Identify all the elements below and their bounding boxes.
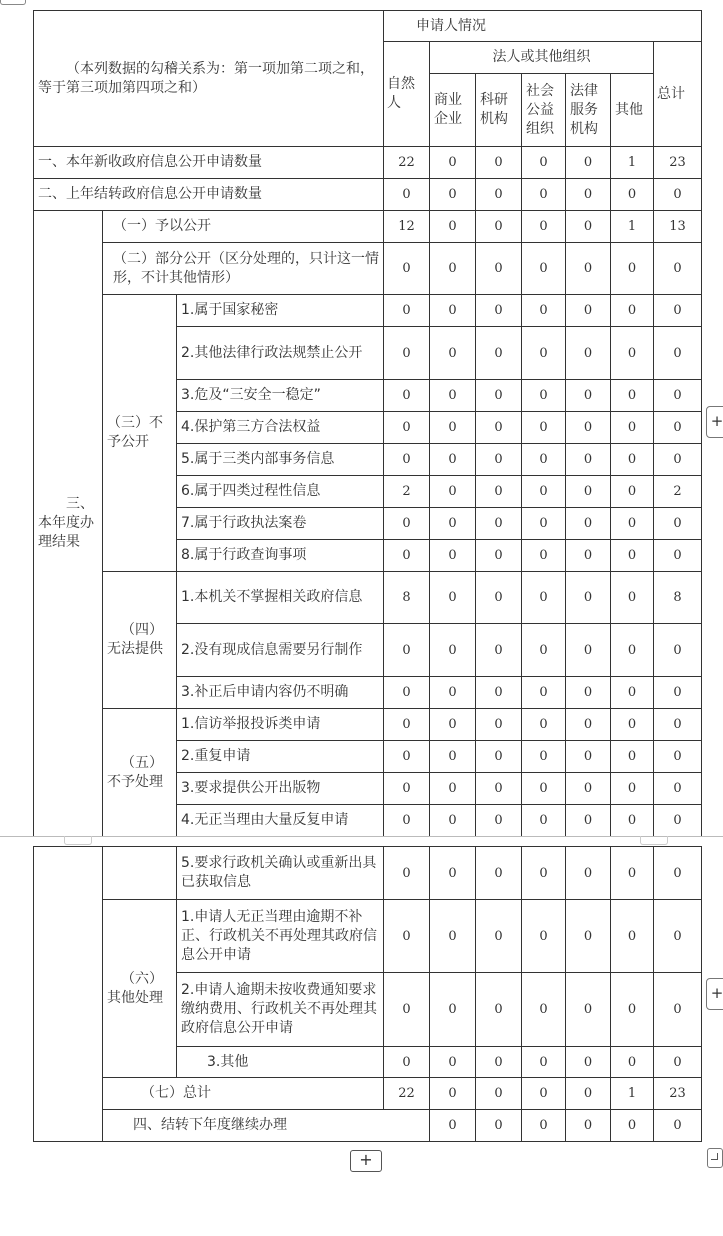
cell: 0 <box>476 1110 522 1142</box>
row-label: 2.没有现成信息需要另行制作 <box>177 624 384 677</box>
row-label: （七）总计 <box>103 1078 384 1110</box>
page-break-band <box>0 836 723 845</box>
row-label: 1.本机关不掌握相关政府信息 <box>177 572 384 624</box>
cell: 0 <box>430 900 476 973</box>
group-label-g3: （三）不予公开 <box>103 295 177 572</box>
cell: 0 <box>611 412 654 444</box>
cell: 0 <box>522 444 566 476</box>
stats-table-part-2 <box>33 846 702 1142</box>
table-row <box>34 572 702 624</box>
cell: 0 <box>384 624 430 677</box>
cell: 0 <box>476 900 522 973</box>
cell: 0 <box>566 677 611 709</box>
cell: 0 <box>476 147 522 179</box>
header-commercial: 商业企业 <box>430 74 476 147</box>
cell: 0 <box>430 805 476 837</box>
cell: 2 <box>654 476 702 508</box>
cell: 13 <box>654 211 702 243</box>
cell: 0 <box>654 179 702 211</box>
group-5-continuation <box>103 847 177 900</box>
table-row <box>34 900 702 973</box>
cell: 0 <box>522 412 566 444</box>
cell: 0 <box>522 1078 566 1110</box>
cell: 0 <box>430 709 476 741</box>
cell: 0 <box>611 476 654 508</box>
cell: 0 <box>430 508 476 540</box>
cell: 23 <box>654 1078 702 1110</box>
cell: 0 <box>522 973 566 1047</box>
cell: 0 <box>566 327 611 380</box>
table-row <box>34 211 702 243</box>
cell: 0 <box>430 476 476 508</box>
row-label: 一、本年新收政府信息公开申请数量 <box>34 147 384 179</box>
cell: 0 <box>522 1047 566 1078</box>
cell: 0 <box>384 847 430 900</box>
cell: 22 <box>384 147 430 179</box>
cell: 0 <box>654 295 702 327</box>
group-3-label: 三、本年度办理结果 <box>34 211 103 837</box>
cell: 23 <box>654 147 702 179</box>
header-legal-group: 法人或其他组织 <box>430 42 654 74</box>
cell: 0 <box>611 900 654 973</box>
cell: 0 <box>384 677 430 709</box>
cell: 0 <box>476 709 522 741</box>
cell: 0 <box>476 476 522 508</box>
group-label-g6: （六）其他处理 <box>103 900 177 1078</box>
table-row <box>34 295 702 327</box>
cell: 0 <box>566 1078 611 1110</box>
cell: 0 <box>566 444 611 476</box>
cell: 0 <box>476 1047 522 1078</box>
table-row <box>34 1110 702 1142</box>
cell: 0 <box>430 677 476 709</box>
cell: 0 <box>522 540 566 572</box>
cell: 0 <box>430 295 476 327</box>
cell: 0 <box>476 327 522 380</box>
table-row <box>34 243 702 295</box>
cell: 0 <box>476 211 522 243</box>
cell: 0 <box>654 624 702 677</box>
table-row <box>34 179 702 211</box>
cell: 0 <box>430 1047 476 1078</box>
cell: 22 <box>384 1078 430 1110</box>
cell: 0 <box>430 540 476 572</box>
cell: 0 <box>522 476 566 508</box>
cell: 0 <box>384 444 430 476</box>
group-label-g4: （四）无法提供 <box>103 572 177 709</box>
cell: 0 <box>430 741 476 773</box>
cell: 0 <box>611 709 654 741</box>
cell: 0 <box>430 243 476 295</box>
cell: 0 <box>430 327 476 380</box>
cell: 0 <box>476 295 522 327</box>
cell: 12 <box>384 211 430 243</box>
cell: 0 <box>384 741 430 773</box>
cell: 0 <box>611 1110 654 1142</box>
cell: 0 <box>566 900 611 973</box>
cell: 0 <box>476 243 522 295</box>
resize-corner-icon[interactable] <box>707 1148 723 1168</box>
cell: 1 <box>611 1078 654 1110</box>
cell: 0 <box>654 327 702 380</box>
cell: 0 <box>566 709 611 741</box>
cell: 0 <box>476 572 522 624</box>
cell: 0 <box>476 847 522 900</box>
cell: 0 <box>384 973 430 1047</box>
cell: 1 <box>611 147 654 179</box>
cell: 0 <box>654 540 702 572</box>
cell: 0 <box>611 973 654 1047</box>
cell: 0 <box>566 295 611 327</box>
cell: 0 <box>522 900 566 973</box>
cell: 0 <box>384 327 430 380</box>
cell: 0 <box>654 805 702 837</box>
cell: 0 <box>654 741 702 773</box>
row-label: 3.要求提供公开出版物 <box>177 773 384 805</box>
cell: 0 <box>384 243 430 295</box>
cell: 0 <box>611 295 654 327</box>
cell: 0 <box>476 179 522 211</box>
cell: 0 <box>430 572 476 624</box>
cell: 0 <box>384 1047 430 1078</box>
cell: 0 <box>430 973 476 1047</box>
table-row <box>34 709 702 741</box>
cell: 0 <box>476 773 522 805</box>
cell: 0 <box>430 380 476 412</box>
header-natural-person: 自然人 <box>384 42 430 147</box>
cell: 0 <box>522 805 566 837</box>
cell: 0 <box>611 805 654 837</box>
row-label: 3.危及“三安全一稳定” <box>177 380 384 412</box>
cell: 0 <box>654 1047 702 1078</box>
cell: 0 <box>522 295 566 327</box>
row-label: 四、结转下年度继续办理 <box>103 1110 430 1142</box>
cell: 0 <box>566 540 611 572</box>
cell: 0 <box>430 179 476 211</box>
cell: 0 <box>430 1078 476 1110</box>
cell: 0 <box>566 508 611 540</box>
cell: 0 <box>654 444 702 476</box>
group-label-g5: （五）不予处理 <box>103 709 177 837</box>
cell: 0 <box>522 741 566 773</box>
cell: 0 <box>430 147 476 179</box>
cell: 0 <box>654 508 702 540</box>
cell: 0 <box>566 624 611 677</box>
cell: 0 <box>654 900 702 973</box>
cell: 0 <box>430 624 476 677</box>
cell: 0 <box>566 805 611 837</box>
cell: 0 <box>654 380 702 412</box>
row-label: 7.属于行政执法案卷 <box>177 508 384 540</box>
cell: 0 <box>430 773 476 805</box>
cell: 2 <box>384 476 430 508</box>
cell: 0 <box>476 624 522 677</box>
cell: 0 <box>611 572 654 624</box>
row-label: （二）部分公开（区分处理的，只计这一情形，不计其他情形） <box>103 243 384 295</box>
cell: 0 <box>476 412 522 444</box>
cell: 0 <box>384 709 430 741</box>
cell: 0 <box>522 327 566 380</box>
header-total: 总计 <box>654 42 702 147</box>
cell: 0 <box>522 1110 566 1142</box>
row-label: 二、上年结转政府信息公开申请数量 <box>34 179 384 211</box>
cell: 0 <box>566 412 611 444</box>
cell: 0 <box>566 380 611 412</box>
cell: 0 <box>522 380 566 412</box>
cell: 0 <box>522 624 566 677</box>
cell: 0 <box>476 1078 522 1110</box>
cell: 1 <box>611 211 654 243</box>
cell: 0 <box>430 847 476 900</box>
cell: 0 <box>430 412 476 444</box>
cell: 0 <box>566 847 611 900</box>
row-label: 3.补正后申请内容仍不明确 <box>177 677 384 709</box>
cell: 0 <box>611 380 654 412</box>
cell: 0 <box>654 709 702 741</box>
table-row <box>34 847 702 900</box>
cell: 0 <box>522 709 566 741</box>
row-label: 5.属于三类内部事务信息 <box>177 444 384 476</box>
cell: 0 <box>654 847 702 900</box>
cell: 0 <box>430 211 476 243</box>
add-row-button[interactable]: + <box>350 1150 382 1172</box>
cell: 0 <box>522 243 566 295</box>
cell: 0 <box>611 327 654 380</box>
cell: 0 <box>611 741 654 773</box>
row-label: 2.其他法律行政法规禁止公开 <box>177 327 384 380</box>
stats-table-part-1 <box>33 10 702 837</box>
cell: 0 <box>654 677 702 709</box>
cell: 0 <box>522 847 566 900</box>
cell: 0 <box>522 211 566 243</box>
cell: 0 <box>611 540 654 572</box>
top-collapse-tab[interactable] <box>0 0 26 5</box>
cell: 0 <box>384 805 430 837</box>
cell: 0 <box>566 476 611 508</box>
cell: 0 <box>654 412 702 444</box>
cell: 0 <box>566 973 611 1047</box>
cell: 0 <box>566 773 611 805</box>
cell: 0 <box>566 211 611 243</box>
row-label: 2.重复申请 <box>177 741 384 773</box>
cell: 0 <box>566 572 611 624</box>
row-label: 3.其他 <box>177 1047 384 1078</box>
cell: 0 <box>566 179 611 211</box>
cell: 0 <box>654 773 702 805</box>
cell: 0 <box>654 1110 702 1142</box>
cell: 0 <box>611 508 654 540</box>
cell: 0 <box>384 295 430 327</box>
page-break-grip-right[interactable] <box>640 836 668 845</box>
cell: 0 <box>611 677 654 709</box>
row-label: 1.属于国家秘密 <box>177 295 384 327</box>
cell: 0 <box>384 380 430 412</box>
cell: 0 <box>611 847 654 900</box>
cell: 0 <box>430 444 476 476</box>
row-label: 8.属于行政查询事项 <box>177 540 384 572</box>
cell: 0 <box>522 147 566 179</box>
cell: 0 <box>654 243 702 295</box>
table-row <box>34 1078 702 1110</box>
cell: 0 <box>566 741 611 773</box>
cell: 0 <box>522 677 566 709</box>
cell: 0 <box>384 179 430 211</box>
cell: 0 <box>384 540 430 572</box>
cell: 0 <box>476 508 522 540</box>
row-label: 1.信访举报投诉类申请 <box>177 709 384 741</box>
row-label: 4.保护第三方合法权益 <box>177 412 384 444</box>
header-research: 科研机构 <box>476 74 522 147</box>
side-add-button-bottom[interactable]: + <box>706 978 723 1010</box>
cell: 0 <box>566 147 611 179</box>
cell: 8 <box>384 572 430 624</box>
cell: 0 <box>611 444 654 476</box>
header-other: 其他 <box>611 74 654 147</box>
cell: 0 <box>384 773 430 805</box>
header-applicant-situation: 申请人情况 <box>384 11 702 42</box>
cell: 0 <box>476 805 522 837</box>
cell: 0 <box>522 179 566 211</box>
header-legal-service: 法律服务机构 <box>566 74 611 147</box>
page-break-grip-left[interactable] <box>64 836 92 845</box>
cell: 0 <box>611 624 654 677</box>
cell: 0 <box>566 1110 611 1142</box>
row-label: 4.无正当理由大量反复申请 <box>177 805 384 837</box>
cell: 0 <box>654 973 702 1047</box>
cell: 0 <box>611 243 654 295</box>
row-label: 1.申请人无正当理由逾期不补正、行政机关不再处理其政府信息公开申请 <box>177 900 384 973</box>
row-label: 2.申请人逾期未按收费通知要求缴纳费用、行政机关不再处理其政府信息公开申请 <box>177 973 384 1047</box>
side-add-button-top[interactable]: + <box>706 406 723 438</box>
cell: 0 <box>476 973 522 1047</box>
cell: 0 <box>476 741 522 773</box>
cell: 0 <box>522 572 566 624</box>
row-label: 5.要求行政机关确认或重新出具已获取信息 <box>177 847 384 900</box>
cell: 0 <box>384 412 430 444</box>
cell: 0 <box>476 677 522 709</box>
cell: 0 <box>384 508 430 540</box>
cell: 0 <box>611 773 654 805</box>
cell: 0 <box>522 773 566 805</box>
header-public-welfare: 社会公益组织 <box>522 74 566 147</box>
table-note: （本列数据的勾稽关系为：第一项加第二项之和，等于第三项加第四项之和） <box>34 11 384 147</box>
cell: 0 <box>476 380 522 412</box>
cell: 0 <box>611 1047 654 1078</box>
cell: 0 <box>566 243 611 295</box>
cell: 0 <box>476 444 522 476</box>
cell: 0 <box>522 508 566 540</box>
cell: 0 <box>566 1047 611 1078</box>
cell: 0 <box>430 1110 476 1142</box>
table-row <box>34 147 702 179</box>
group-3-continuation <box>34 847 103 1142</box>
cell: 0 <box>384 900 430 973</box>
cell: 8 <box>654 572 702 624</box>
row-label: （一）予以公开 <box>103 211 384 243</box>
cell: 0 <box>611 179 654 211</box>
row-label: 6.属于四类过程性信息 <box>177 476 384 508</box>
cell: 0 <box>476 540 522 572</box>
